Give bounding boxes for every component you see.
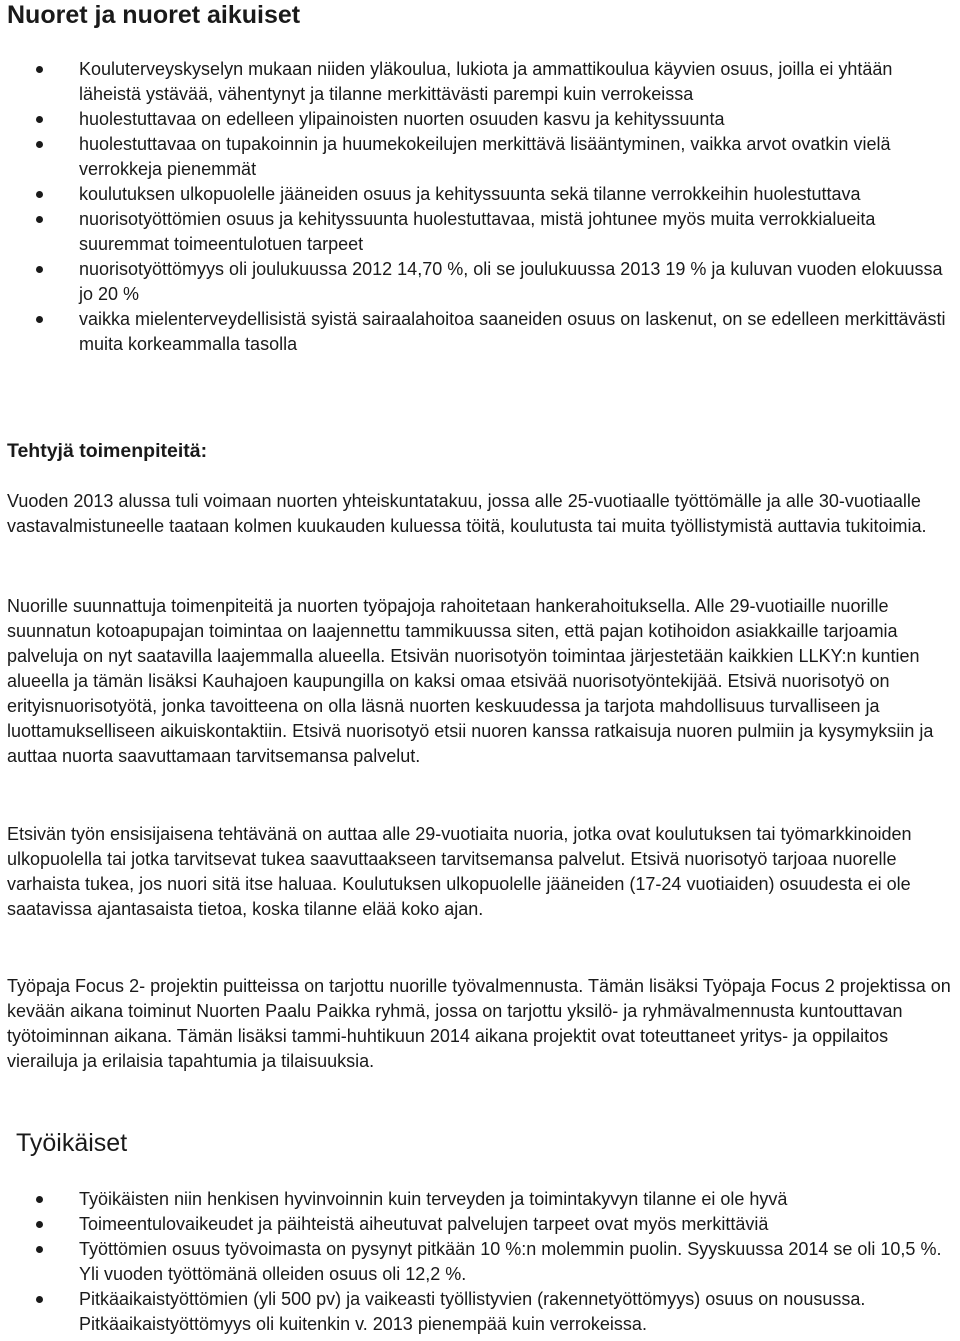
list-item (0, 1187, 955, 1212)
list-item-text: Toimeentulovaikeudet ja päihteistä aiheutuvat palvelujen tarpeet ovat myös merkittäviä (79, 1214, 769, 1234)
list-item (0, 207, 955, 257)
list-item-text: vaikka mielenterveydellisistä syistä sairaalahoitoa saaneiden osuus on laskenut, on se edelleen merkittävästi muita korkeammalla tasolla (79, 309, 946, 354)
bullet-icon (36, 266, 43, 273)
section-title-tyoikaiset: Työikäiset (16, 1129, 128, 1157)
list-item (0, 257, 955, 307)
list-item-text: Työttömien osuus työvoimasta on pysynyt pitkään 10 %:n molemmin puolin. Syyskuussa 2014 se oli 10,5 %. Yli vuoden työttömänä olleiden osuus oli 12,2 %. (79, 1239, 942, 1284)
section-title-nuoret: Nuoret ja nuoret aikuiset (7, 1, 301, 29)
list-item (0, 307, 955, 357)
list-item-text: koulutuksen ulkopuolelle jääneiden osuus ja kehityssuunta sekä tilanne verrokkeihin huolestuttava (79, 184, 861, 204)
list-item-text: huolestuttavaa on edelleen ylipainoisten nuorten osuuden kasvu ja kehityssuunta (79, 109, 725, 129)
list-item-text: Pitkäaikaistyöttömien (yli 500 pv) ja vaikeasti työllistyvien (rakennetyöttömyys) osuus on nousussa. Pitkäaikaistyöttömyys oli kuitenkin v. 2013 pienempää kuin verrokeissa. (79, 1289, 866, 1334)
list-item (0, 1212, 955, 1237)
paragraph: Vuoden 2013 alussa tuli voimaan nuorten yhteiskuntatakuu, jossa alle 25-vuotiaalle työttömälle ja alle 30-vuotiaalle vastavalmistuneelle taataan kolmen kuukauden kuluessa töitä, koulutusta tai muita työllistymistä auttavia tukitoimia. (7, 491, 927, 536)
bullet-icon (36, 191, 43, 198)
list-item-text: huolestuttavaa on tupakoinnin ja huumekokeilujen merkittävä lisääntyminen, vaikka arvot ovatkin vielä verrokkeja pienemmät (79, 134, 891, 179)
list-item-text: nuorisotyöttömien osuus ja kehityssuunta huolestuttavaa, mistä johtunee myös muita verrokkialueita suuremmat toimeentulotuen tarpeet (79, 209, 876, 254)
list-item-text: Kouluterveyskyselyn mukaan niiden yläkoulua, lukiota ja ammattikoulua käyvien osuus, joilla ei yhtään läheistä ystävää, vähentynyt ja tilanne merkittävästi parempi kuin verrokeissa (79, 59, 893, 104)
paragraph: Etsivän työn ensisijaisena tehtävänä on auttaa alle 29-vuotiaita nuoria, jotka ovat koulutuksen tai työmarkkinoiden ulkopuolella tai jotka tarvitsevat tukea saavuttaakseen tarvitsemansa palvelut. Etsivä nuorisotyö tarjoaa nuorelle varhaista tukea, jos nuori sitä itse haluaa. Koulutuksen ulkopuolelle jääneiden (17-24 vuotiaiden) osuudesta ei ole saatavissa ajantasaista tietoa, koska tilanne elää koko ajan. (7, 824, 912, 919)
section-title-toimenpiteet: Tehtyjä toimenpiteitä: (7, 440, 208, 462)
paragraph: Nuorille suunnattuja toimenpiteitä ja nuorten työpajoja rahoitetaan hankerahoituksella. Alle 29-vuotiaille nuorille suunnatun kotoapupajan toimintaa on laajennettu tammikuussa siten, että pajan kotihoidon asiakkaille tarjoamia palveluja on nyt saatavilla laajemmalla alueella. Etsivän nuorisotyön toimintaa järjestetään kaikkien LLKY:n kuntien alueella ja tämän lisäksi Kauhajoen kaupungilla on kaksi omaa etsivää nuorisotyöntekijää. Etsivä nuorisotyö on erityisnuorisotyötä, jonka tavoitteena on olla läsnä nuorten keskuudessa ja tarjota mahdollisuus turvalliseen ja luottamukselliseen aikuiskontaktiin. Etsivä nuorisotyö etsii nuoren kanssa ratkaisuja nuoren pulmiin ja kysymyksiin ja auttaa nuorta saavuttamaan tarvitsemansa palvelut. (7, 596, 934, 766)
list-item (0, 1287, 955, 1337)
bullet-icon (36, 216, 43, 223)
bullet-icon (36, 141, 43, 148)
list-item (0, 57, 955, 107)
list-item-text: Työikäisten niin henkisen hyvinvoinnin kuin terveyden ja toimintakyvyn tilanne ei ole hyvä (79, 1189, 788, 1209)
list-item (0, 182, 955, 207)
list-item-text: nuorisotyöttömyys oli joulukuussa 2012 14,70 %, oli se joulukuussa 2013 19 % ja kuluvan vuoden elokuussa jo 20 % (79, 259, 943, 304)
bullet-icon (36, 116, 43, 123)
bullet-icon (36, 1221, 43, 1228)
bullet-list-nuoret (0, 57, 955, 357)
list-item (0, 107, 955, 132)
bullet-icon (36, 66, 43, 73)
bullet-icon (36, 1196, 43, 1203)
bullet-icon (36, 1246, 43, 1253)
list-item (0, 1237, 955, 1287)
list-item (0, 132, 955, 182)
paragraph: Työpaja Focus 2- projektin puitteissa on tarjottu nuorille työvalmennusta. Tämän lisäksi Työpaja Focus 2 projektissa on kevään aikana toiminut Nuorten Paalu Paikka ryhmä, jossa on tarjottu yksilö- ja ryhmävalmennusta kuntouttavan työtoiminnan aikana. Tämän lisäksi tammi-huhtikuun 2014 aikana projektit ovat toteuttaneet yritys- ja oppilaitos vierailuja ja erilaisia tapahtumia ja tilaisuuksia. (7, 976, 951, 1071)
bullet-icon (36, 1296, 43, 1303)
bullet-list-tyoikaiset (0, 1187, 955, 1337)
bullet-icon (36, 316, 43, 323)
